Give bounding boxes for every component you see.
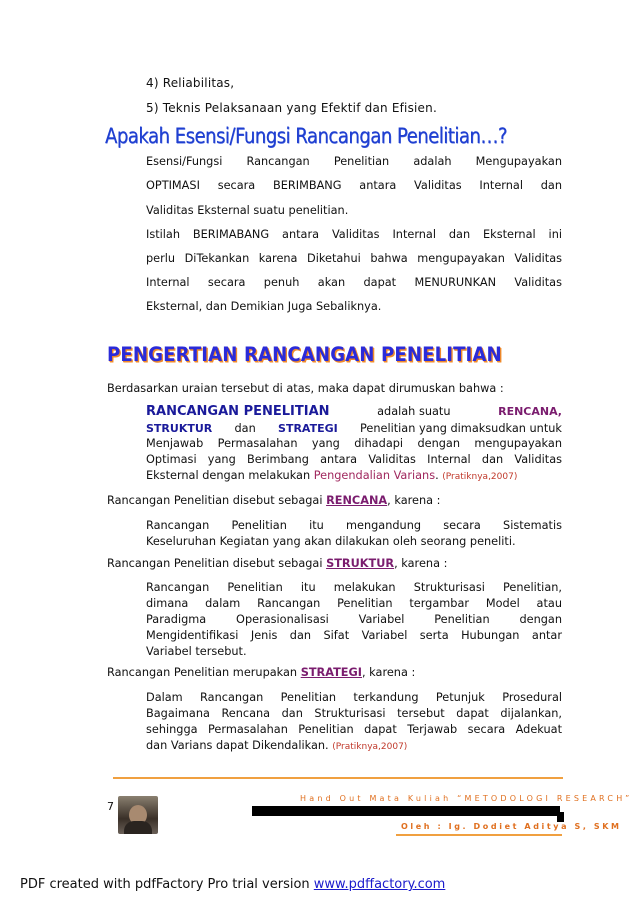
paragraph-line: dan Varians dapat Dikendalikan. <box>146 739 329 752</box>
paragraph-line: Menjawab Permasalahan yang dihadapi dengan mengupayakan <box>146 437 562 450</box>
author-credit: Oleh : Ig. Dodiet Aditya S, SKM <box>401 822 622 831</box>
paragraph-line: sehingga Permasalahan Penelitian dapat Terjawab secara Adekuat <box>146 723 562 736</box>
author-underline <box>396 834 562 836</box>
footer-black-notch <box>557 812 564 822</box>
strategi-last-line <box>146 740 562 752</box>
page-number: 7 <box>107 800 114 813</box>
intro-text: Berdasarkan uraian tersebut di atas, maka dapat dirumuskan bahwa : <box>107 382 504 395</box>
paragraph-line: Optimasi yang Berimbang antara Validitas Internal dan Validitas <box>146 453 562 466</box>
definition-line-1 <box>146 404 562 419</box>
paragraph-line: Eksternal, dan Demikian Juga Sebaliknya. <box>146 300 382 313</box>
paragraph-line: Validitas Eksternal suatu penelitian. <box>146 204 349 217</box>
lead-tail: , karena : <box>387 494 441 507</box>
footer-black-bar <box>252 806 560 816</box>
paragraph-line: Istilah BERIMABANG antara Validitas Internal dan Eksternal ini <box>146 228 562 241</box>
section-heading: Apakah Esensi/Fungsi Rancangan Penelitian…? <box>105 124 507 148</box>
definition-text: Penelitian yang dimaksudkan untuk <box>359 422 562 435</box>
course-title: Hand Out Mata Kuliah “METODOLOGI RESEARCH” <box>300 794 633 803</box>
paragraph-line: Esensi/Fungsi Rancangan Penelitian adalah Mengupayakan <box>146 155 562 168</box>
paragraph-line: Variabel tersebut. <box>146 645 247 658</box>
definition-line-2 <box>146 423 562 434</box>
term-rancangan-penelitian: RANCANGAN PENELITIAN <box>146 404 330 419</box>
keyword-rencana-underlined: RENCANA <box>326 494 388 507</box>
pdf-note-text: PDF created with pdfFactory Pro trial version <box>20 877 310 892</box>
lead-text: Rancangan Penelitian disebut sebagai <box>107 557 323 570</box>
paragraph-line: Paradigma Operasionalisasi Variabel Penelitian dengan <box>146 613 562 626</box>
keyword-rencana: RENCANA, <box>498 405 562 418</box>
pdffactory-link[interactable]: www.pdffactory.com <box>313 877 446 892</box>
paragraph-line: dimana dalam Rancangan Penelitian tergambar Model atau <box>146 597 562 610</box>
definition-text: dan <box>234 422 256 435</box>
lead-tail: , karena : <box>394 557 448 570</box>
author-photo <box>118 796 158 834</box>
paragraph-line: Mengidentifikasi Jenis dan Sifat Variabel serta Hubungan antar <box>146 629 562 642</box>
lead-text: Rancangan Penelitian merupakan <box>107 666 298 679</box>
pdf-note <box>20 877 445 892</box>
list-item: 5) Teknis Pelaksanaan yang Efektif dan Efisien. <box>146 101 437 115</box>
definition-text: adalah suatu <box>377 405 451 418</box>
paragraph-line: Rancangan Penelitian itu mengandung secara Sistematis <box>146 519 562 532</box>
paragraph-line: perlu DiTekankan karena Diketahui bahwa mengupayakan Validitas <box>146 252 562 265</box>
paragraph-line: OPTIMASI secara BERIMBANG antara Validitas Internal dan <box>146 179 562 192</box>
paragraph-line: Rancangan Penelitian itu melakukan Strukturisasi Penelitian, <box>146 581 562 594</box>
paragraph-line: Bagaimana Rencana dan Strukturisasi tersebut dapat dijalankan, <box>146 707 562 720</box>
paragraph-line: Internal secara penuh akan dapat MENURUNKAN Validitas <box>146 276 562 289</box>
citation: (Pratiknya,2007) <box>332 742 408 752</box>
strategi-lead <box>107 667 415 678</box>
struktur-lead <box>107 558 447 569</box>
citation: (Pratiknya,2007) <box>442 472 518 482</box>
keyword-pengendalian-varians: Pengendalian Varians <box>313 469 436 482</box>
keyword-struktur: STRUKTUR <box>146 422 213 435</box>
definition-text: Eksternal dengan melakukan <box>146 469 311 482</box>
rencana-lead <box>107 495 440 506</box>
paragraph-line: Keseluruhan Kegiatan yang akan dilakukan oleh seorang peneliti. <box>146 535 516 548</box>
lead-tail: , karena : <box>362 666 416 679</box>
section-heading-pengertian: PENGERTIAN RANCANGAN PENELITIAN <box>107 343 502 366</box>
lead-text: Rancangan Penelitian disebut sebagai <box>107 494 323 507</box>
paragraph-line: Dalam Rancangan Penelitian terkandung Petunjuk Prosedural <box>146 691 562 704</box>
keyword-strategi: STRATEGI <box>278 422 338 435</box>
keyword-strategi-underlined: STRATEGI <box>300 666 362 679</box>
definition-line-5: Eksternal dengan melakukan Pengendalian Varians. (Pratiknya,2007) <box>146 469 518 482</box>
keyword-struktur-underlined: STRUKTUR <box>326 557 395 570</box>
footer-divider <box>113 777 563 779</box>
list-item: 4) Reliabilitas, <box>146 76 235 90</box>
